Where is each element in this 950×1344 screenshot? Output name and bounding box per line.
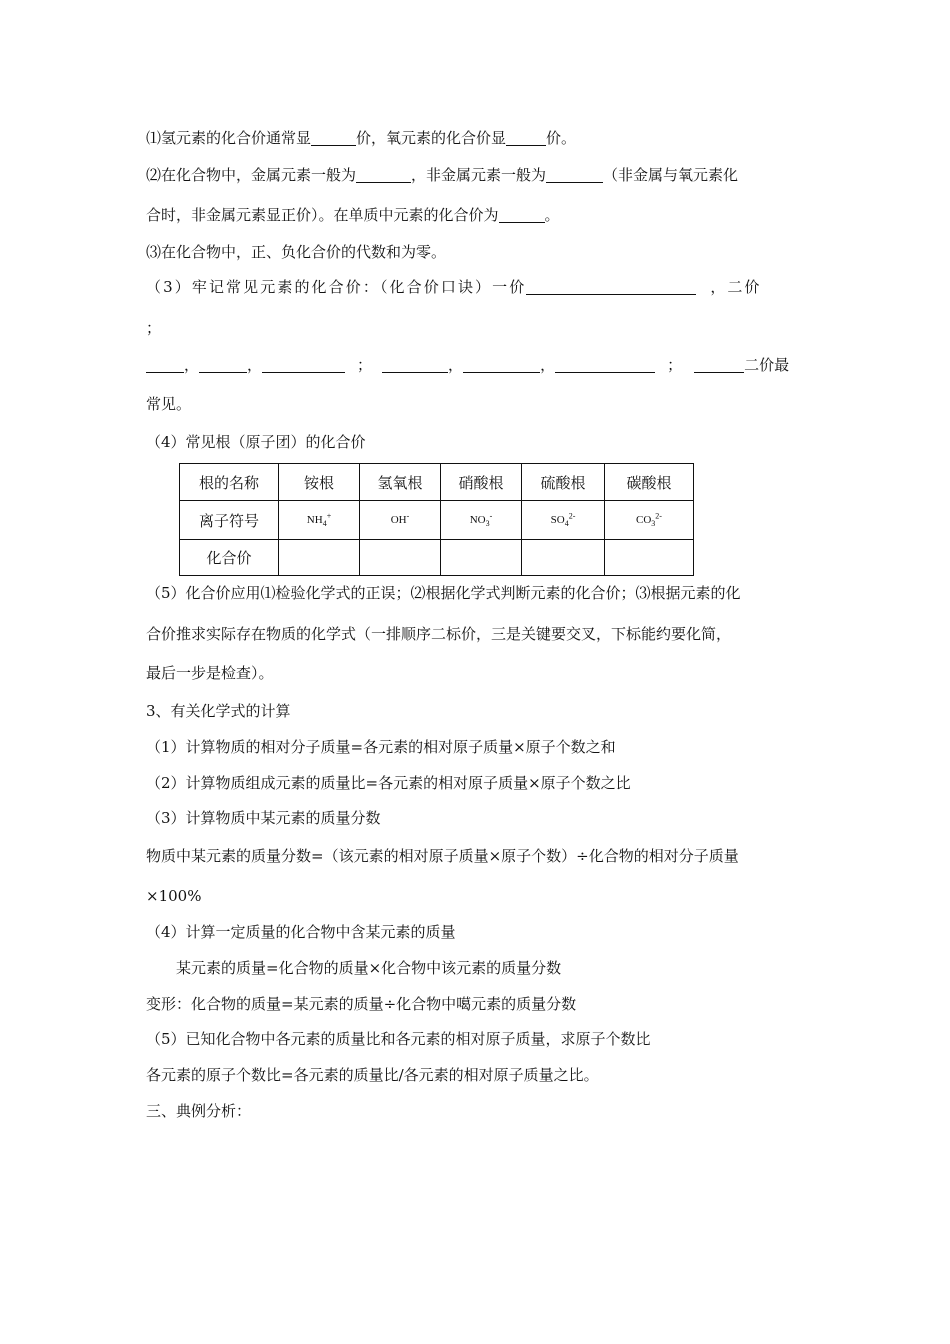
calc-item-3-formula-2: ×100% [146, 887, 202, 905]
symbol-hydroxide: OH- [360, 501, 441, 540]
valence-ammonium[interactable] [279, 540, 360, 576]
calc-item-4-variant: 变形：化合物的质量=某元素的质量÷化合物中噶元素的质量分数 [146, 995, 577, 1013]
rule-algebraic-sum: ⑶在化合物中，正、负化合价的代数和为零。 [146, 243, 447, 261]
radicals-table [179, 463, 694, 576]
valence-hydroxide[interactable] [360, 540, 441, 576]
application-line-2: 合价推求实际存在物质的化学式（一排顺序二标价，三是关键要交叉，下标能约要化简， [146, 625, 732, 643]
blank-nonmetal-valence[interactable] [546, 166, 603, 183]
table-row-valence [180, 540, 694, 576]
blank-multi-3[interactable] [555, 356, 655, 373]
application-line-1: （5）化合价应用⑴检验化学式的正误；⑵根据化学式判断元素的化合价；⑶根据元素的化 [146, 584, 741, 602]
mnemonic-line: （3）牢记常见元素的化合价：（化合价口诀）一价 ，二价 [146, 278, 762, 296]
blank-common-divalent[interactable] [694, 356, 744, 373]
cell-hydroxide: 氢氧根 [360, 464, 441, 501]
blank-oxygen-valence[interactable] [506, 129, 546, 146]
symbol-ammonium: $NH_4^+$ [279, 501, 360, 540]
calc-item-3-formula: 物质中某元素的质量分数=（该元素的相对原子质量×原子个数）÷化合物的相对分子质量 [146, 847, 739, 865]
calc-item-3: （3）计算物质中某元素的质量分数 [146, 809, 381, 827]
calc-item-2: （2）计算物质组成元素的质量比=各元素的相对原子质量×原子个数之比 [146, 774, 631, 792]
cell-ammonium: 铵根 [279, 464, 360, 501]
valence-carbonate[interactable] [605, 540, 694, 576]
calc-item-4-formula: 某元素的质量=化合物的质量×化合物中该元素的质量分数 [176, 959, 562, 977]
valence-sulfate[interactable] [522, 540, 605, 576]
cell-carbonate: 碳酸根 [605, 464, 694, 501]
section-three-heading: 三、典例分析： [146, 1102, 252, 1120]
calc-item-1: （1）计算物质的相对分子质量=各元素的相对原子质量×原子个数之和 [146, 738, 616, 756]
blank-divalent-3[interactable] [262, 356, 345, 373]
symbol-carbonate: $CO_3^{2-}$ [605, 501, 694, 540]
rule-elemental: 合时，非金属元素显正价）。在单质中元素的化合价为 。 [146, 206, 560, 224]
rule-hydrogen-oxygen: ⑴氢元素的化合价通常显 价，氧元素的化合价显 价。 [146, 129, 577, 147]
mnemonic-blanks: ， ， ； ， ， ； 二价最 [146, 355, 789, 375]
table-row-names [180, 464, 694, 501]
blank-divalent-1[interactable] [146, 356, 184, 373]
valence-nitrate[interactable] [441, 540, 522, 576]
blank-elemental-valence[interactable] [499, 206, 545, 223]
cell-sulfate: 硫酸根 [522, 464, 605, 501]
cell-nitrate: 硝酸根 [441, 464, 522, 501]
mnemonic-tail: 常见。 [146, 395, 192, 413]
cell-label-symbols: 离子符号 [180, 501, 279, 540]
cell-label-valence: 化合价 [180, 540, 279, 576]
blank-monovalent[interactable] [526, 278, 696, 295]
symbol-sulfate: $SO_4^{2-}$ [522, 501, 605, 540]
calc-item-5: （5）已知化合物中各元素的质量比和各元素的相对原子质量，求原子个数比 [146, 1030, 651, 1048]
rule-metal-nonmetal: ⑵在化合物中，金属元素一般为 ，非金属元素一般为 （非金属与氧元素化 [146, 166, 739, 184]
blank-metal-valence[interactable] [356, 166, 411, 183]
blank-multi-2[interactable] [463, 356, 540, 373]
application-line-3: 最后一步是检查）。 [146, 664, 274, 682]
cell-label-names: 根的名称 [180, 464, 279, 501]
mnemonic-semicolon: ； [146, 319, 162, 337]
blank-multi-1[interactable] [382, 356, 448, 373]
symbol-nitrate: $NO_3^-$ [441, 501, 522, 540]
calc-item-5-formula: 各元素的原子个数比=各元素的质量比/各元素的相对原子质量之比。 [146, 1066, 599, 1084]
blank-divalent-2[interactable] [199, 356, 247, 373]
blank-hydrogen-valence[interactable] [311, 129, 356, 146]
calc-title: 3、有关化学式的计算 [146, 702, 291, 720]
calc-item-4: （4）计算一定质量的化合物中含某元素的质量 [146, 923, 456, 941]
radicals-heading: （4）常见根（原子团）的化合价 [146, 433, 366, 451]
table-row-symbols [180, 501, 694, 540]
